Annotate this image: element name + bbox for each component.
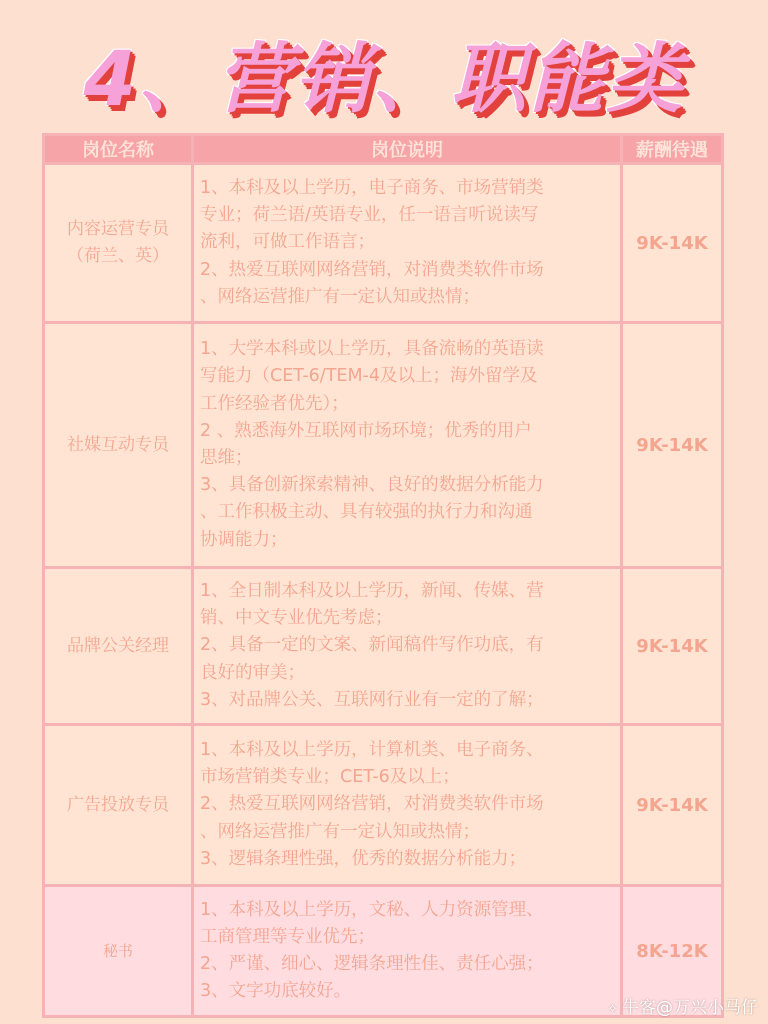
description-line: 2 、熟悉海外互联网市场环境；优秀的用户 xyxy=(200,420,532,441)
description-line: 1、全日制本科及以上学历，新闻、传媒、营 xyxy=(200,580,544,601)
salary: 9K-14K xyxy=(623,726,721,884)
salary: 9K-14K xyxy=(623,569,721,723)
niuke-logo-icon: ✧ xyxy=(607,1002,618,1017)
table-row xyxy=(45,324,721,566)
role-description xyxy=(194,569,620,723)
description-line: 良好的审美； xyxy=(200,662,305,683)
description-line: 3、文字功底较好。 xyxy=(200,981,352,1002)
header-salary: 薪酬待遇 xyxy=(623,136,721,162)
role-name xyxy=(45,165,191,321)
description-line: 1、大学本科或以上学历，具备流畅的英语读 xyxy=(200,339,544,360)
description-line: 专业；荷兰语/英语专业，任一语言听说读写 xyxy=(200,205,539,226)
table-header-row xyxy=(45,136,721,162)
table-row xyxy=(45,165,721,321)
description-line: 流利，可做工作语言； xyxy=(200,232,375,253)
watermark xyxy=(607,993,758,1018)
role-description xyxy=(194,887,620,1015)
role-name: 品牌公关经理 xyxy=(45,569,191,723)
description-line: 1、本科及以上学历，计算机类、电子商务、 xyxy=(200,739,544,760)
description-line: 1、本科及以上学历，电子商务、市场营销类 xyxy=(200,177,544,198)
jobs-table xyxy=(42,133,724,1018)
description-line: 、网络运营推广有一定认知或热情； xyxy=(200,286,480,307)
page-title: 4、营销、职能类 xyxy=(83,34,685,123)
salary: 9K-14K xyxy=(623,324,721,566)
table-row xyxy=(45,726,721,884)
description-line: 、工作积极主动、具有较强的执行力和沟通 xyxy=(200,502,533,523)
description-line: 2、严谨、细心、逻辑条理性佳、责任心强； xyxy=(200,954,544,974)
role-name-line: （荷兰、英） xyxy=(67,246,169,266)
description-line: 2、具备一定的文案、新闻稿件写作功底，有 xyxy=(200,635,544,656)
description-line: 2、热爱互联网网络营销，对消费类软件市场 xyxy=(200,259,544,280)
salary: 9K-14K xyxy=(623,165,721,321)
description-line: 2、热爱互联网网络营销，对消费类软件市场 xyxy=(200,794,544,815)
description-line: 市场营销类专业；CET-6及以上； xyxy=(200,767,460,788)
description-line: 思维； xyxy=(200,448,253,468)
role-name-line: 内容运营专员 xyxy=(67,219,169,239)
description-line: 工商管理等专业优先； xyxy=(200,926,375,947)
table-row xyxy=(45,569,721,723)
role-description xyxy=(194,324,620,566)
description-line: 协调能力； xyxy=(200,529,288,550)
description-line: 1、本科及以上学历，文秘、人力资源管理、 xyxy=(200,899,544,920)
role-name: 秘书 xyxy=(45,887,191,1015)
description-line: 工作经验者优先）； xyxy=(200,393,349,414)
description-line: 3、逻辑条理性强，优秀的数据分析能力； xyxy=(200,848,527,869)
description-line: 3、具备创新探索精神、良好的数据分析能力 xyxy=(200,475,544,496)
role-name: 社媒互动专员 xyxy=(45,324,191,566)
role-description xyxy=(194,165,620,321)
header-description: 岗位说明 xyxy=(194,136,620,162)
header-role: 岗位名称 xyxy=(45,136,191,162)
description-line: 3、对品牌公关、互联网行业有一定的了解； xyxy=(200,689,544,710)
watermark-text: 牛客@万兴小马仔 xyxy=(622,998,758,1018)
role-name: 广告投放专员 xyxy=(45,726,191,884)
description-line: 写能力（CET-6/TEM-4及以上；海外留学及 xyxy=(200,366,538,387)
description-line: 、网络运营推广有一定认知或热情； xyxy=(200,821,480,842)
role-description xyxy=(194,726,620,884)
salary: 8K-12K xyxy=(623,887,721,1015)
description-line: 销、中文专业优先考虑； xyxy=(200,608,393,629)
